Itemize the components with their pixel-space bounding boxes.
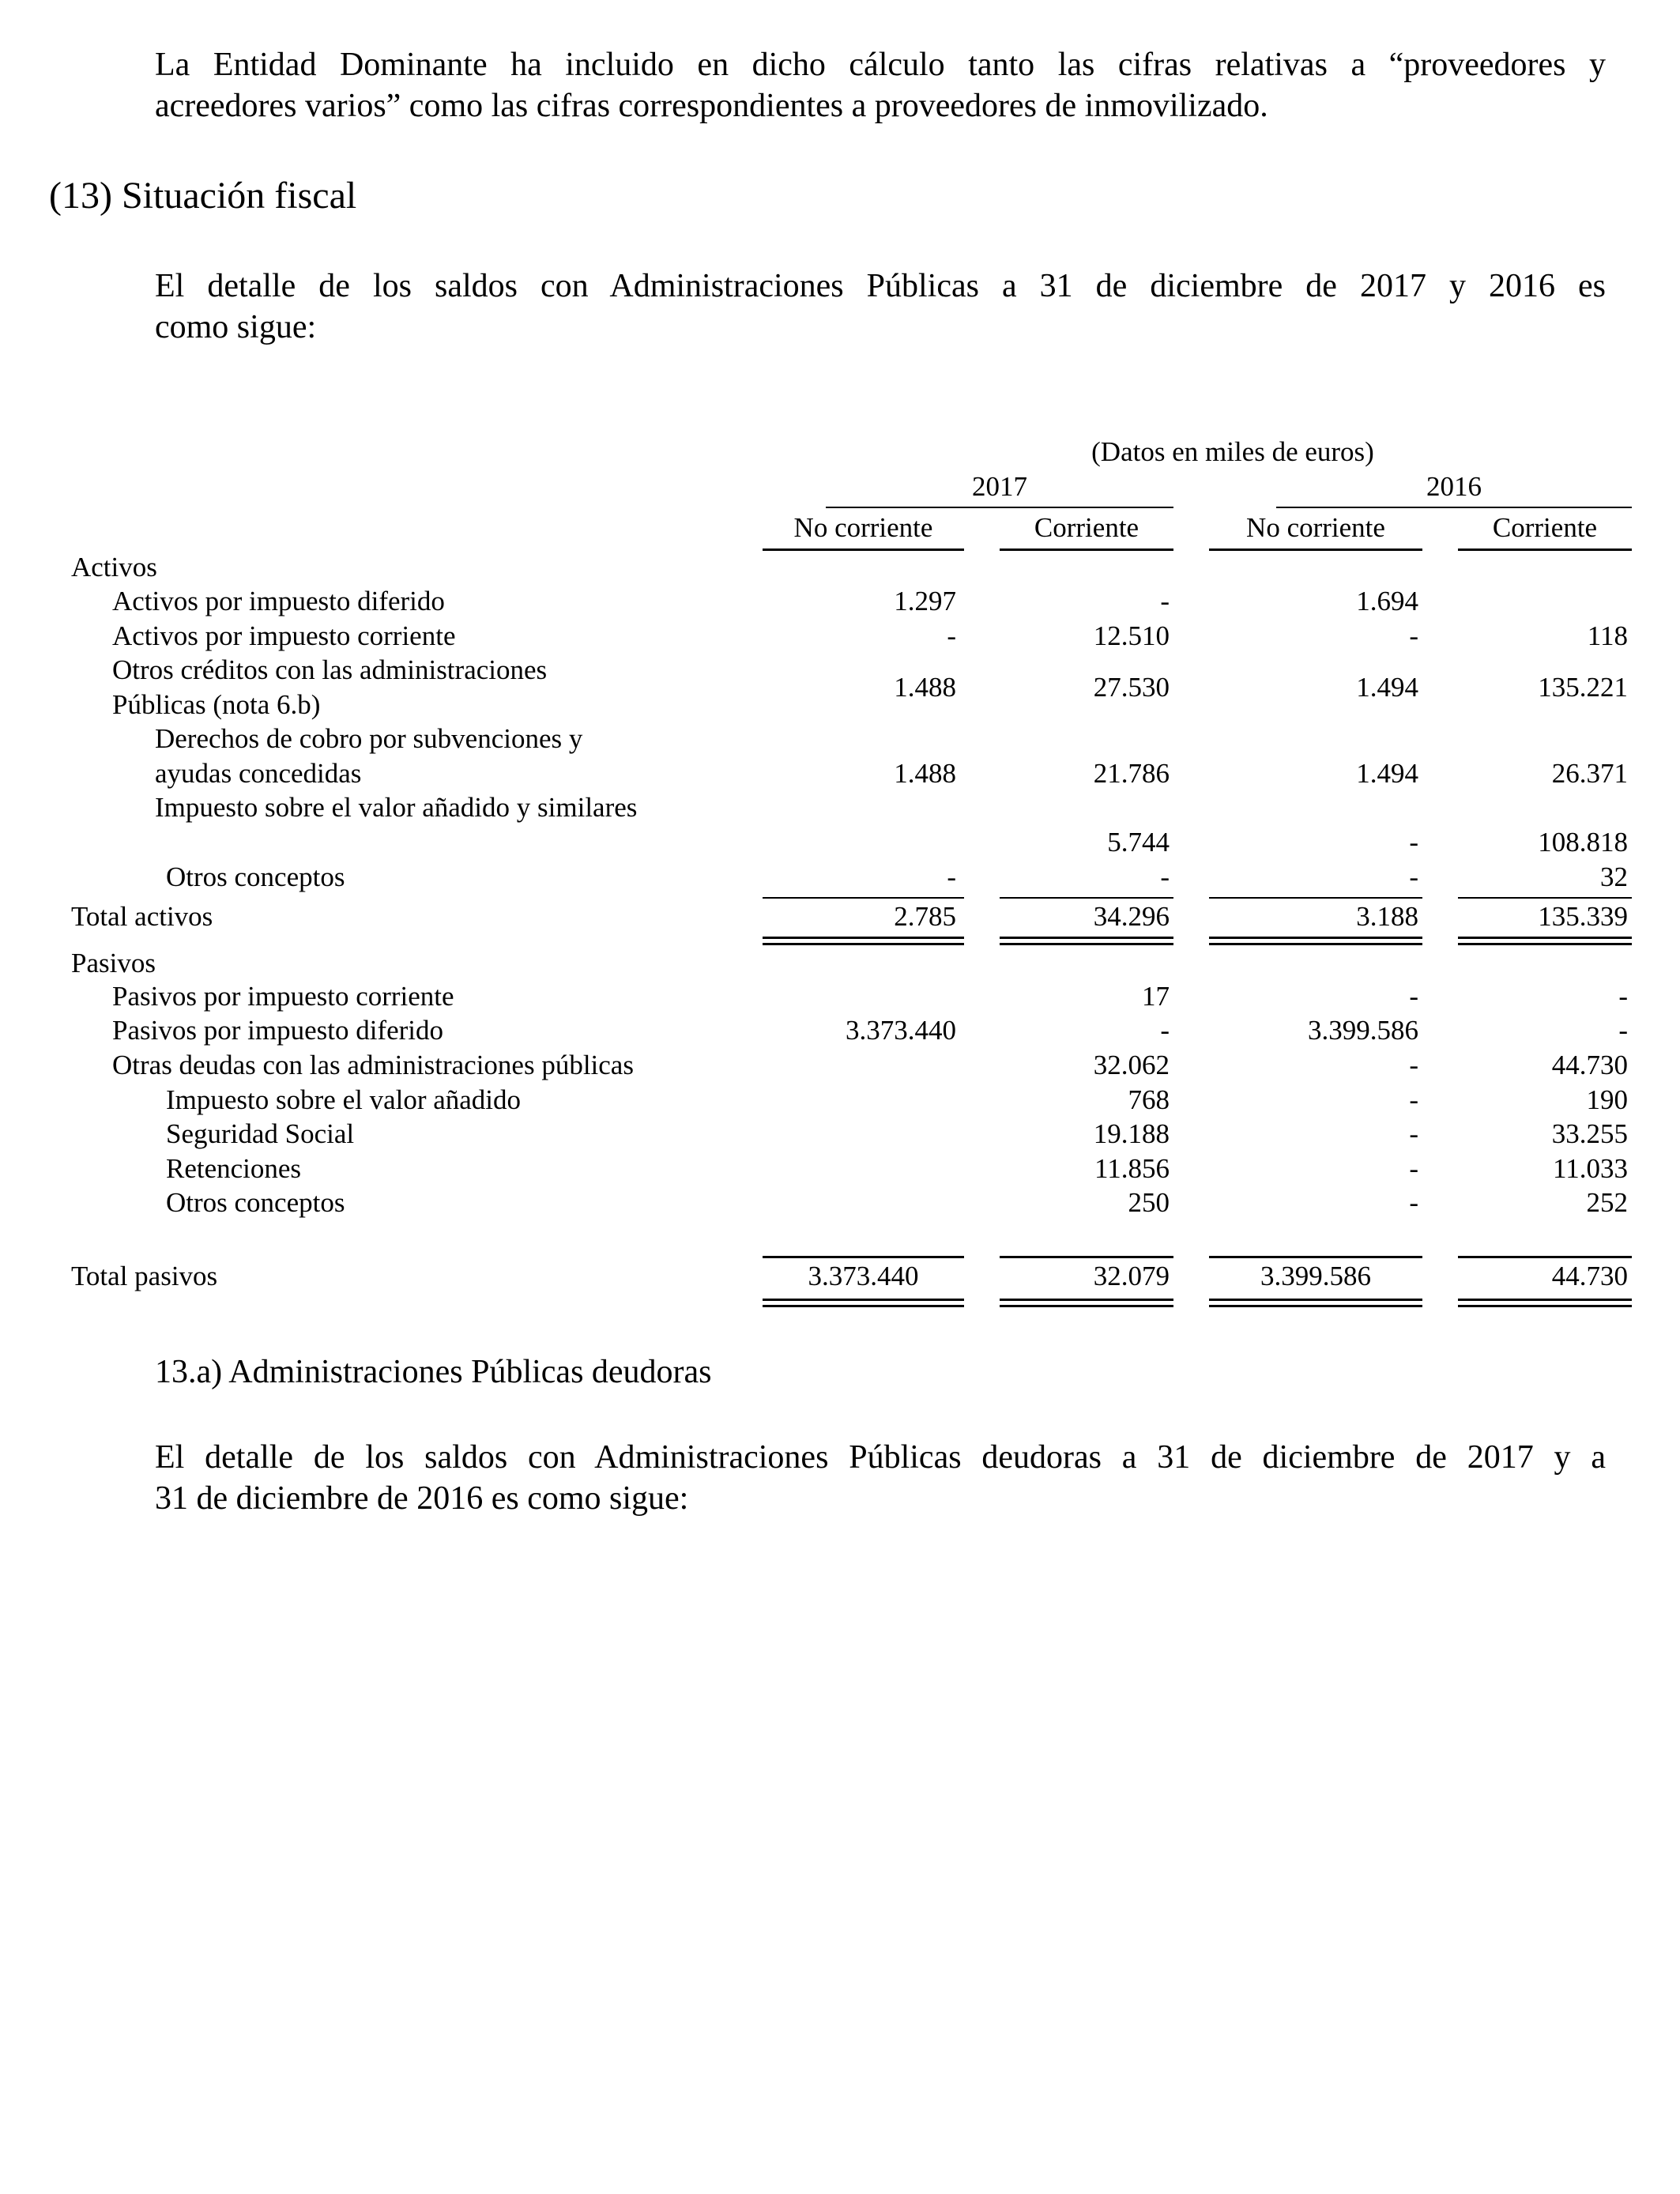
double-rule bbox=[1000, 1299, 1173, 1301]
col-header-rule bbox=[1000, 548, 1173, 551]
row-label-cont: Públicas (nota 6.b) bbox=[112, 689, 321, 720]
double-rule bbox=[1209, 943, 1422, 945]
double-rule bbox=[1209, 937, 1422, 939]
double-rule bbox=[1000, 943, 1173, 945]
col-header-rule bbox=[1209, 548, 1422, 551]
total-value: 2.785 bbox=[894, 901, 956, 932]
double-rule bbox=[763, 1299, 964, 1301]
cell-value: 11.856 bbox=[1094, 1153, 1170, 1184]
year-2017: 2017 bbox=[972, 471, 1027, 502]
total-value: 34.296 bbox=[1093, 901, 1170, 932]
total-value: 135.339 bbox=[1538, 901, 1628, 932]
cell-value: 27.530 bbox=[1093, 672, 1170, 703]
subtotal-rule bbox=[1000, 897, 1173, 899]
total-value: 3.373.440 bbox=[808, 1261, 919, 1291]
cell-value: 135.221 bbox=[1538, 672, 1628, 703]
cell-value: 1.488 bbox=[894, 672, 956, 703]
double-rule bbox=[1458, 943, 1632, 945]
double-rule bbox=[1209, 1299, 1422, 1301]
cell-value: 44.730 bbox=[1551, 1050, 1628, 1080]
cell-value: - bbox=[1409, 1187, 1418, 1218]
double-rule bbox=[763, 1305, 964, 1307]
cell-value: 1.694 bbox=[1356, 586, 1418, 616]
cell-value: - bbox=[1409, 620, 1418, 651]
cell-value: 33.255 bbox=[1551, 1118, 1628, 1149]
double-rule bbox=[763, 943, 964, 945]
cell-value: 1.494 bbox=[1356, 758, 1418, 789]
cell-value: - bbox=[947, 620, 956, 651]
col-header-2016-corriente: Corriente bbox=[1492, 512, 1598, 543]
cell-value: - bbox=[1409, 861, 1418, 892]
double-rule bbox=[1000, 1305, 1173, 1307]
total-value: 3.188 bbox=[1356, 901, 1418, 932]
closing-line-2: 31 de diciembre de 2016 es como sigue: bbox=[155, 1480, 689, 1517]
cell-value: - bbox=[1409, 1084, 1418, 1115]
detail-line-1: El detalle de los saldos con Administraciones Públicas a 31 de diciembre de 2017 y 2016 es bbox=[155, 268, 1606, 304]
closing-line-1: El detalle de los saldos con Administraciones Públicas deudoras a 31 de diciembre de 2017 y a bbox=[155, 1439, 1606, 1476]
total-pasivos-label: Total pasivos bbox=[71, 1261, 218, 1291]
cell-value: 19.188 bbox=[1093, 1118, 1170, 1149]
intro-line-1: La Entidad Dominante ha incluido en dicho cálculo tanto las cifras relativas a “proveedores y bbox=[155, 47, 1606, 83]
cell-value: - bbox=[1409, 827, 1418, 858]
cell-value: 1.494 bbox=[1356, 672, 1418, 703]
cell-value: 250 bbox=[1128, 1187, 1170, 1218]
col-header-2017-no-corriente: No corriente bbox=[793, 512, 933, 543]
cell-value: - bbox=[1409, 1153, 1418, 1184]
cell-value: 118 bbox=[1587, 620, 1628, 651]
double-rule bbox=[1458, 937, 1632, 939]
col-header-rule bbox=[763, 548, 964, 551]
row-label: Pasivos por impuesto corriente bbox=[112, 981, 454, 1012]
intro-line-2: acreedores varios” como las cifras correspondientes a proveedores de inmovilizado. bbox=[155, 88, 1268, 124]
year-2016-rule bbox=[1276, 507, 1632, 508]
row-label: Pasivos por impuesto diferido bbox=[112, 1015, 443, 1046]
subtotal-rule bbox=[1209, 1256, 1422, 1258]
cell-value: - bbox=[1618, 981, 1628, 1012]
cell-value: - bbox=[1409, 981, 1418, 1012]
subtotal-rule bbox=[1209, 897, 1422, 899]
cell-value: - bbox=[947, 861, 956, 892]
row-label: Otros conceptos bbox=[166, 1187, 345, 1218]
cell-value: 5.744 bbox=[1107, 827, 1170, 858]
year-2016: 2016 bbox=[1426, 471, 1482, 502]
subtotal-rule bbox=[763, 1256, 964, 1258]
row-label: Derechos de cobro por subvenciones y bbox=[155, 723, 583, 754]
cell-value: 1.297 bbox=[894, 586, 956, 616]
row-label: Otras deudas con las administraciones públicas bbox=[112, 1050, 634, 1080]
closing-paragraph bbox=[155, 1437, 1606, 1519]
cell-value: 190 bbox=[1586, 1084, 1628, 1115]
cell-value: 12.510 bbox=[1093, 620, 1170, 651]
detail-line-2: como sigue: bbox=[155, 309, 317, 345]
subtotal-rule bbox=[1000, 1256, 1173, 1258]
double-rule bbox=[1209, 1305, 1422, 1307]
double-rule bbox=[763, 937, 964, 939]
cell-value: 768 bbox=[1128, 1084, 1170, 1115]
cell-value: - bbox=[1409, 1118, 1418, 1149]
activos-heading: Activos bbox=[71, 552, 157, 582]
cell-value: - bbox=[1409, 1050, 1418, 1080]
cell-value: 32.062 bbox=[1093, 1050, 1170, 1080]
col-header-2016-no-corriente: No corriente bbox=[1246, 512, 1385, 543]
cell-value: 1.488 bbox=[894, 758, 956, 789]
row-label-cont: ayudas concedidas bbox=[155, 758, 362, 789]
cell-value: 26.371 bbox=[1551, 758, 1628, 789]
total-value: 3.399.586 bbox=[1260, 1261, 1371, 1291]
total-value: 32.079 bbox=[1093, 1261, 1170, 1291]
cell-value: - bbox=[1618, 1015, 1628, 1046]
row-label: Impuesto sobre el valor añadido bbox=[166, 1084, 522, 1115]
cell-value: 32 bbox=[1600, 861, 1628, 892]
row-label: Activos por impuesto corriente bbox=[112, 620, 456, 651]
subtotal-rule bbox=[763, 897, 964, 899]
row-label: Activos por impuesto diferido bbox=[112, 586, 445, 616]
row-label: Impuesto sobre el valor añadido y similares bbox=[155, 792, 638, 823]
pasivos-heading: Pasivos bbox=[71, 948, 156, 978]
cell-value: 21.786 bbox=[1093, 758, 1170, 789]
cell-value: - bbox=[1160, 1015, 1170, 1046]
row-label: Retenciones bbox=[166, 1153, 302, 1184]
row-label: Seguridad Social bbox=[166, 1118, 355, 1149]
subtotal-rule bbox=[1458, 897, 1632, 899]
cell-value: 3.373.440 bbox=[846, 1015, 956, 1046]
total-value: 44.730 bbox=[1551, 1261, 1628, 1291]
cell-value: - bbox=[1160, 586, 1170, 616]
col-header-rule bbox=[1458, 548, 1632, 551]
double-rule bbox=[1000, 937, 1173, 939]
row-label: Otros conceptos bbox=[166, 861, 345, 892]
row-label: Otros créditos con las administraciones bbox=[112, 654, 548, 685]
subtotal-rule bbox=[1458, 1256, 1632, 1258]
table-caption: (Datos en miles de euros) bbox=[1091, 436, 1374, 467]
cell-value: 11.033 bbox=[1553, 1153, 1628, 1184]
double-rule bbox=[1458, 1299, 1632, 1301]
cell-value: 3.399.586 bbox=[1308, 1015, 1418, 1046]
col-header-2017-corriente: Corriente bbox=[1034, 512, 1139, 543]
cell-value: 17 bbox=[1142, 981, 1170, 1012]
subsection-heading: 13.a) Administraciones Públicas deudoras bbox=[155, 1354, 712, 1390]
double-rule bbox=[1458, 1305, 1632, 1307]
cell-value: - bbox=[1160, 861, 1170, 892]
total-activos-label: Total activos bbox=[71, 901, 213, 932]
section-heading: (13) Situación fiscal bbox=[49, 175, 357, 217]
cell-value: 108.818 bbox=[1538, 827, 1628, 858]
cell-value: 252 bbox=[1586, 1187, 1628, 1218]
year-2017-rule bbox=[826, 507, 1173, 508]
